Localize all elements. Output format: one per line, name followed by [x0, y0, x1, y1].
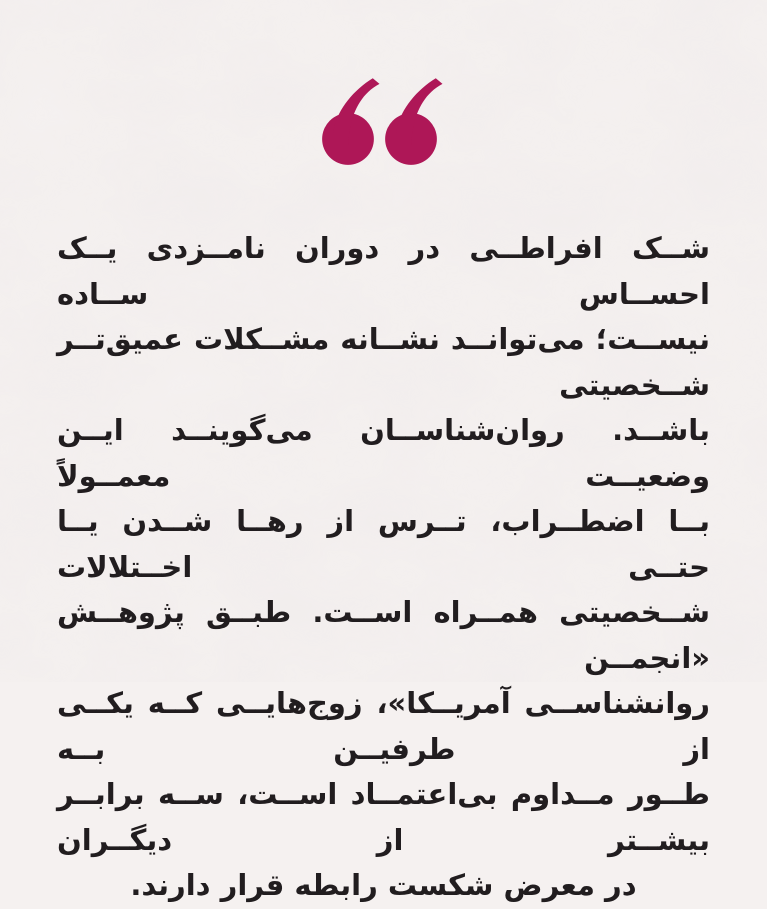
quote-line-4: بــا اضطــراب، تــرس از رهــا شــدن یــا حتــی اخــتلالات: [57, 504, 710, 584]
quote-line-1: شــک افراطــی در دوران نامــزدی یــک احســاس ســاده: [57, 231, 710, 311]
quote-text-block: [57, 226, 710, 909]
quote-line-3: باشــد. روان‌شناســان می‌گوینــد ایــن وضعیــت معمــولاً: [57, 413, 710, 493]
quote-line-6: روانشناســی آمریــکا»، زوج‌هایــی کــه یکــی از طرفیــن بــه: [57, 686, 710, 766]
quote-line-8: در معرض شکست رابطه قرار دارند.: [130, 868, 637, 902]
quote-mark-icon: [0, 0, 767, 170]
quote-line-7: طــور مــداوم بی‌اعتمــاد اســت، ســه برابــر بیشــتر از دیگــران: [57, 777, 710, 857]
quote-line-5: شــخصیتی همــراه اســت. طبــق پژوهــش «انجمــن: [57, 595, 710, 675]
quote-line-2: نیســت؛ می‌توانــد نشــانه مشــکلات عمیق‌تــر شــخصیتی: [57, 322, 710, 402]
